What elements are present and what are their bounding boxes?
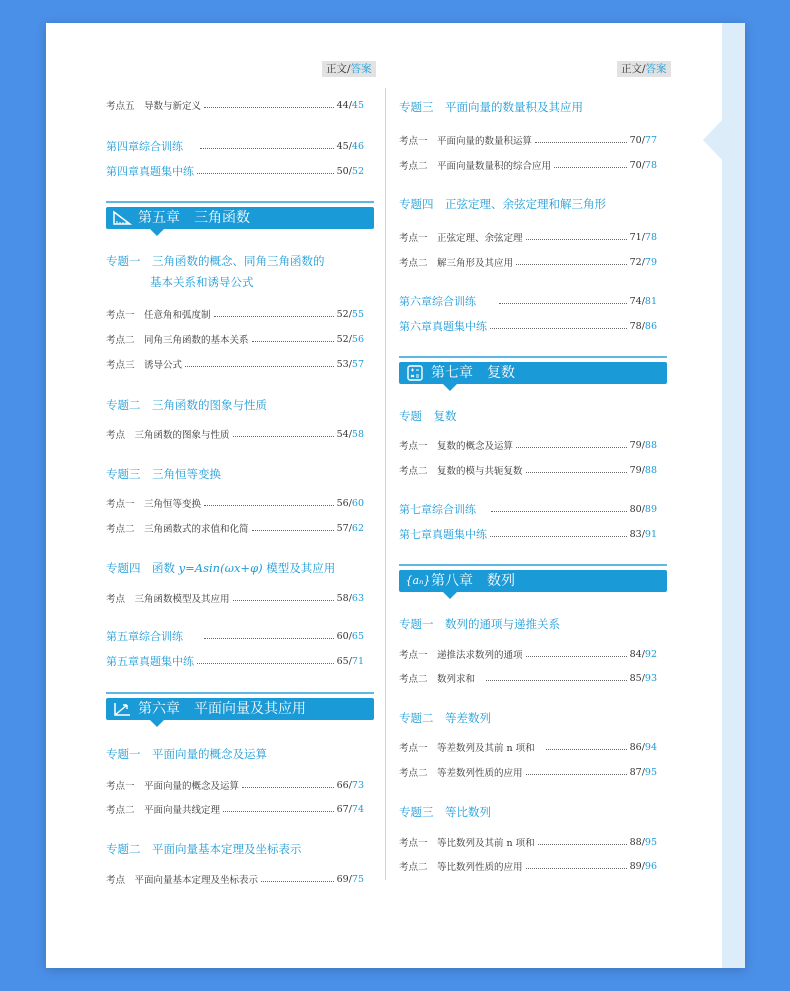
chapter-practice-entry[interactable]: [106, 628, 364, 644]
leader-dots: [486, 679, 627, 681]
leader-dots: [261, 880, 334, 882]
answer-page: 93: [644, 672, 657, 684]
entry-label: 考点一 等差数列及其前 n 项和: [399, 743, 535, 754]
page-number: 84/: [629, 648, 645, 660]
leader-dots: [242, 786, 334, 788]
answer-page: 94: [644, 741, 657, 753]
entry-label: 考点一 等比数列及其前 n 项和: [399, 838, 535, 849]
page-number: 52/: [336, 308, 352, 320]
toc-entry[interactable]: [399, 229, 657, 245]
chapter-6-banner[interactable]: [106, 698, 374, 720]
leader-dots: [526, 471, 627, 473]
page-number: 70/: [629, 134, 645, 146]
topic-formula: y=Asin(ωx+φ): [178, 561, 263, 575]
answer-page: 45: [351, 99, 364, 111]
leader-dots: [200, 147, 334, 149]
entry-label: 第四章综合训练: [106, 140, 183, 153]
entry-label: 第五章综合训练: [106, 630, 183, 643]
answer-page: 88: [644, 464, 657, 476]
page-number: 60/: [336, 630, 352, 642]
entry-label: 考点二 等比数列性质的应用: [399, 862, 523, 873]
leader-dots: [185, 365, 334, 367]
leader-dots: [526, 867, 627, 869]
vector-axes-icon: [112, 701, 132, 717]
toc-entry[interactable]: [399, 462, 657, 478]
entry-label: 考点二 平面向量共线定理: [106, 805, 221, 816]
leader-dots: [516, 446, 627, 448]
topic-suffix: 模型及其应用: [262, 561, 336, 575]
leader-dots: [554, 166, 627, 168]
chapter-exam-entry[interactable]: [399, 318, 657, 334]
answer-page: 96: [644, 860, 657, 872]
page-number: 83/: [629, 528, 645, 540]
page-number: 52/: [336, 333, 352, 345]
leader-dots: [252, 529, 334, 531]
toc-entry[interactable]: [399, 437, 657, 453]
answer-page: 78: [644, 231, 657, 243]
answer-page: 79: [644, 256, 657, 268]
toc-entry[interactable]: [106, 801, 364, 817]
entry-label: 考点三 诱导公式: [106, 360, 183, 371]
leader-dots: [526, 238, 627, 240]
page-number: 87/: [629, 766, 645, 778]
page-number: 79/: [629, 439, 645, 451]
chapter-exam-entry[interactable]: [106, 653, 364, 669]
leader-dots: [197, 662, 334, 664]
leader-dots: [252, 340, 334, 342]
entry-label: 考点二 三角函数式的求值和化简: [106, 524, 249, 535]
answer-page: 58: [351, 428, 364, 440]
answer-page: 55: [351, 308, 364, 320]
leader-dots: [197, 172, 334, 174]
toc-entry[interactable]: [399, 646, 657, 662]
entry-label: 第六章真题集中练: [399, 320, 487, 333]
entry-label: 考点一 递推法求数列的通项: [399, 650, 523, 661]
answer-page: 86: [644, 320, 657, 332]
toc-entry[interactable]: [399, 764, 657, 780]
page-edge-strip: [722, 23, 745, 968]
answer-page: 92: [644, 648, 657, 660]
toc-entry[interactable]: [399, 739, 657, 755]
page-number: 78/: [629, 320, 645, 332]
leader-dots: [490, 535, 627, 537]
page-number: 72/: [629, 256, 645, 268]
header-tag-right: [617, 61, 671, 77]
toc-entry[interactable]: [106, 356, 364, 372]
page-number: 45/: [336, 140, 352, 152]
toc-entry[interactable]: [106, 426, 364, 442]
chapter-exam-entry[interactable]: [106, 163, 364, 179]
topic-title[interactable]: 专题三 三角恒等变换: [106, 467, 221, 481]
entry-label: 考点一 复数的概念及运算: [399, 441, 514, 452]
toc-entry[interactable]: [106, 331, 364, 347]
topic-title[interactable]: 专题三 等比数列: [399, 805, 491, 819]
toc-entry[interactable]: [399, 132, 657, 148]
answer-page: 74: [351, 803, 364, 815]
page-number: 66/: [336, 779, 352, 791]
entry-label: 考点二 复数的模与共轭复数: [399, 466, 523, 477]
page-number: 89/: [629, 860, 645, 872]
leader-dots: [491, 510, 627, 512]
answer-page: 73: [351, 779, 364, 791]
toc-entry[interactable]: [106, 590, 364, 606]
chapter-practice-entry[interactable]: [106, 138, 364, 154]
leader-dots: [233, 599, 334, 601]
toc-entry[interactable]: [106, 871, 364, 887]
answer-page: 65: [351, 630, 364, 642]
page-number: 88/: [629, 836, 645, 848]
answer-page: 88: [644, 439, 657, 451]
answer-page: 57: [351, 358, 364, 370]
header-tag-main: 正文/: [326, 63, 351, 75]
toc-entry[interactable]: [399, 157, 657, 173]
entry-label: 考点 平面向量基本定理及坐标表示: [106, 875, 259, 886]
topic-title[interactable]: 专题四 正弦定理、余弦定理和解三角形: [399, 197, 606, 211]
entry-label: 考点一 三角恒等变换: [106, 499, 202, 510]
toc-entry[interactable]: [106, 306, 364, 322]
chapter-8-banner[interactable]: [399, 570, 667, 592]
answer-page: 95: [644, 836, 657, 848]
leader-dots: [214, 315, 334, 317]
leader-dots: [546, 748, 627, 750]
entry-label: 考点 三角函数的图象与性质: [106, 430, 230, 441]
answer-page: 71: [351, 655, 364, 667]
leader-dots: [490, 327, 627, 329]
topic-prefix: 专题四 函数: [106, 561, 179, 575]
toc-entry[interactable]: [106, 777, 364, 793]
answer-page: 91: [644, 528, 657, 540]
header-tag-answer: 答案: [645, 63, 667, 75]
page-number: 85/: [629, 672, 645, 684]
topic-title[interactable]: 专题三 平面向量的数量积及其应用: [399, 100, 583, 114]
topic-title[interactable]: 专题一 平面向量的概念及运算: [106, 747, 267, 761]
leader-dots: [526, 773, 627, 775]
answer-page: 77: [644, 134, 657, 146]
page-number: 58/: [336, 592, 352, 604]
header-tag-answer: 答案: [350, 63, 372, 75]
toc-entry[interactable]: [399, 670, 657, 686]
chapter-practice-entry[interactable]: [399, 293, 657, 309]
entry-label: 第六章综合训练: [399, 295, 476, 308]
page-number: 50/: [336, 165, 352, 177]
chapter-title: 第五章 三角函数: [138, 210, 250, 226]
topic-title[interactable]: 专题二 三角函数的图象与性质: [106, 398, 267, 412]
chapter-exam-entry[interactable]: [399, 526, 657, 542]
page-number: 86/: [629, 741, 645, 753]
leader-dots: [516, 263, 627, 265]
page-number: 80/: [629, 503, 645, 515]
page-number: 56/: [336, 497, 352, 509]
triangle-ruler-icon: [112, 210, 132, 226]
answer-page: 52: [351, 165, 364, 177]
entry-label: 考点二 等差数列性质的应用: [399, 768, 523, 779]
page-number: 69/: [336, 873, 352, 885]
page-number: 44/: [336, 99, 352, 111]
page-number: 71/: [629, 231, 645, 243]
leader-dots: [223, 810, 334, 812]
page-edge-tab: [703, 120, 722, 160]
answer-page: 60: [351, 497, 364, 509]
topic-title[interactable]: [106, 558, 335, 578]
header-tag-left: [322, 61, 376, 77]
header-tag-main: 正文/: [621, 63, 646, 75]
chapter-practice-entry[interactable]: [399, 501, 657, 517]
page-number: 67/: [336, 803, 352, 815]
entry-label: 考点二 解三角形及其应用: [399, 258, 514, 269]
answer-page: 62: [351, 522, 364, 534]
page-number: 70/: [629, 159, 645, 171]
entry-label: 第四章真题集中练: [106, 165, 194, 178]
topic-title[interactable]: 专题 复数: [399, 409, 457, 423]
leader-dots: [526, 655, 627, 657]
answer-page: 78: [644, 159, 657, 171]
leader-dots: [204, 106, 334, 108]
sequence-icon: {aₙ}: [405, 574, 431, 587]
answer-page: 63: [351, 592, 364, 604]
toc-entry[interactable]: [106, 520, 364, 536]
answer-page: 81: [644, 295, 657, 307]
page-number: 53/: [336, 358, 352, 370]
answer-page: 89: [644, 503, 657, 515]
answer-page: 75: [351, 873, 364, 885]
toc-entry[interactable]: [399, 858, 657, 874]
leader-dots: [535, 141, 627, 143]
entry-label: 第七章真题集中练: [399, 528, 487, 541]
leader-dots: [204, 504, 334, 506]
topic-title[interactable]: 专题二 等差数列: [399, 711, 491, 725]
entry-label: 考点一 平面向量的概念及运算: [106, 781, 240, 792]
entry-label: 考点五 导数与新定义: [106, 101, 202, 112]
entry-label: 考点一 平面向量的数量积运算: [399, 136, 533, 147]
entry-label: 考点 三角函数模型及其应用: [106, 594, 230, 605]
leader-dots: [538, 843, 627, 845]
answer-page: 95: [644, 766, 657, 778]
toc-entry[interactable]: [106, 97, 364, 113]
chapter-7-banner[interactable]: [399, 362, 667, 384]
topic-title[interactable]: 专题二 平面向量基本定理及坐标表示: [106, 842, 302, 856]
calculator-icon: [405, 365, 425, 381]
entry-label: 考点二 同角三角函数的基本关系: [106, 335, 249, 346]
chapter-title: 第六章 平面向量及其应用: [138, 701, 306, 717]
toc-entry[interactable]: [106, 495, 364, 511]
page-number: 57/: [336, 522, 352, 534]
leader-dots: [499, 302, 627, 304]
entry-label: 考点二 数列求和: [399, 674, 476, 685]
chapter-title: 第八章 数列: [431, 573, 515, 589]
chapter-5-banner[interactable]: [106, 207, 374, 229]
entry-label: 第七章综合训练: [399, 503, 476, 516]
page-number: 74/: [629, 295, 645, 307]
chapter-title: 第七章 复数: [431, 365, 515, 381]
leader-dots: [204, 637, 334, 639]
entry-label: 第五章真题集中练: [106, 655, 194, 668]
column-divider: [385, 88, 386, 880]
page-number: 65/: [336, 655, 352, 667]
answer-page: 46: [351, 140, 364, 152]
entry-label: 考点一 正弦定理、余弦定理: [399, 233, 523, 244]
topic-title-continued[interactable]: 基本关系和诱导公式: [150, 275, 254, 289]
leader-dots: [233, 435, 334, 437]
page-number: 54/: [336, 428, 352, 440]
toc-entry[interactable]: [399, 254, 657, 270]
answer-page: 56: [351, 333, 364, 345]
topic-title[interactable]: 专题一 三角函数的概念、同角三角函数的: [106, 254, 325, 268]
entry-label: 考点一 任意角和弧度制: [106, 310, 211, 321]
toc-entry[interactable]: [399, 834, 657, 850]
topic-title[interactable]: 专题一 数列的通项与递推关系: [399, 617, 560, 631]
entry-label: 考点二 平面向量数量积的综合应用: [399, 161, 552, 172]
page-number: 79/: [629, 464, 645, 476]
